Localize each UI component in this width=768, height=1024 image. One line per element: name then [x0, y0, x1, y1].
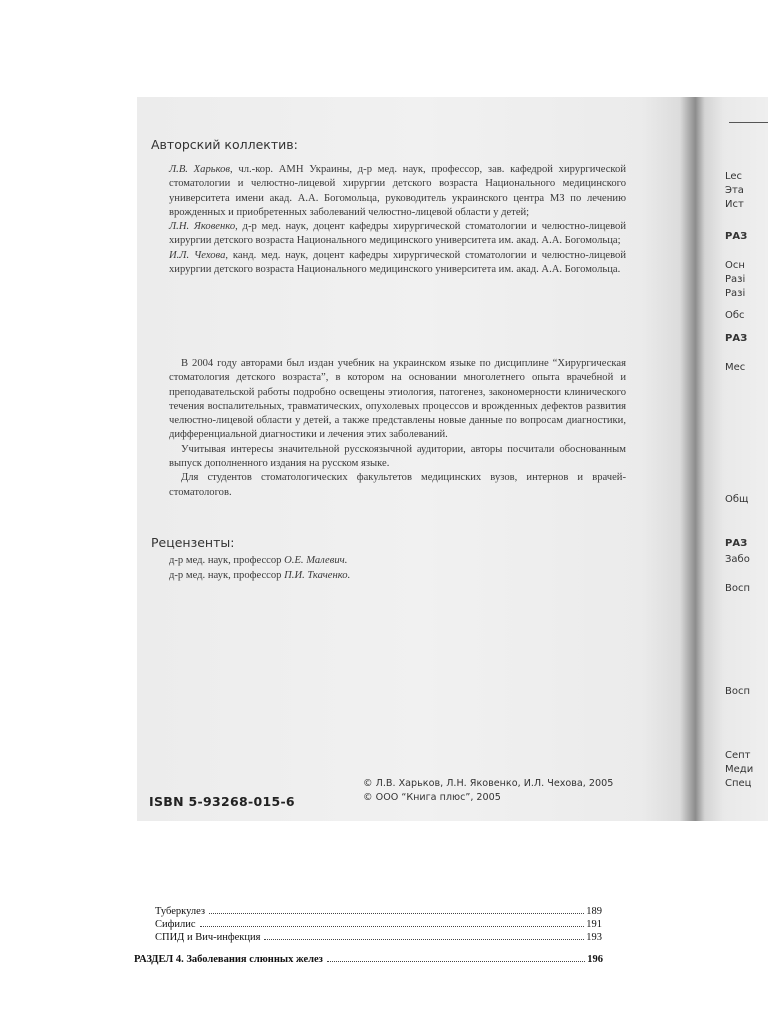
toc-section-row — [134, 954, 603, 965]
toc-page-number: 196 — [587, 954, 603, 965]
right-page-line: Обс — [725, 310, 745, 321]
reviewer-entry — [169, 553, 350, 568]
author-entry — [169, 163, 626, 220]
author-name: Л.Н. Яковенко — [169, 221, 236, 233]
toc-title: Сифилис — [155, 919, 196, 930]
right-page-line: Общ — [725, 494, 749, 505]
reviewer-name: О.Е. Малевич. — [284, 555, 348, 566]
toc-leader-dots — [209, 913, 584, 914]
right-page-line: Ист — [725, 199, 744, 210]
toc-title: СПИД и Вич-инфекция — [155, 932, 261, 943]
author-entry — [169, 220, 626, 249]
reviewers-list — [169, 553, 350, 583]
right-page-line: Спец — [725, 778, 752, 789]
toc-page-number: 189 — [586, 906, 602, 917]
right-page-line: Разі — [725, 274, 746, 285]
toc-title: РАЗДЕЛ 4. Заболевания слюнных желез — [134, 954, 323, 965]
author-name: И.Л. Чехова — [169, 249, 226, 261]
right-page-line: РАЗ — [725, 538, 748, 549]
right-page-line: Осн — [725, 260, 745, 271]
authors-list — [169, 163, 626, 277]
author-entry — [169, 249, 626, 278]
toc-leader-dots — [327, 961, 585, 962]
reviewer-entry — [169, 568, 350, 583]
description-paragraph: Для студентов стоматологических факультетов медицинских вузов, интернов и врачей-стоматологов. — [169, 472, 626, 498]
isbn: ISBN 5-93268-015-6 — [149, 794, 295, 809]
right-page-line: Восп — [725, 686, 751, 697]
reviewer-title: д-р мед. наук, профессор — [169, 570, 285, 581]
reviewers-heading: Рецензенты: — [151, 535, 235, 550]
toc-title: Туберкулез — [155, 906, 206, 917]
right-page-line: Разі — [725, 288, 746, 299]
toc-row — [155, 919, 602, 930]
description-paragraph: Учитывая интересы значительной русскоязычной аудитории, авторы посчитали обоснованным выпуск дополненного издания на русском языке. — [169, 443, 626, 470]
right-page-line: Меди — [725, 764, 754, 775]
reviewer-title: д-р мед. наук, профессор — [169, 555, 285, 566]
toc-row — [155, 932, 602, 943]
right-page-line: РАЗ — [725, 333, 748, 344]
scanned-page-spread — [137, 97, 768, 821]
copyright-notice — [363, 777, 613, 805]
right-page-line: Восп — [725, 583, 751, 594]
copyright-line: © Л.В. Харьков, Л.Н. Яковенко, И.Л. Чехова, 2005 — [363, 778, 614, 789]
description-paragraph: В 2004 году авторами был издан учебник на украинском языке по дисциплине “Хирургическая стоматология детского возраста”, в котором на основании многолетнего опыта врачебной и преподавательской работы подробно освещены этиология, патогенез, закономерности клинического течения воспалительных, травматических, опухолевых процессов и врожденных дефектов развития челюстно-лицевой области у детей, а также представлены новые данные по вопросам диагностики, дифференциальной диагностики и лечения этих заболеваний. — [169, 358, 626, 441]
right-page-line: Септ — [725, 750, 751, 761]
authors-heading: Авторский коллектив: — [151, 137, 298, 152]
toc-page-number: 191 — [586, 919, 602, 930]
toc-leader-dots — [264, 939, 584, 940]
right-page-line: РАЗ — [725, 231, 748, 242]
right-page-line: Мес — [725, 362, 746, 373]
toc-page-number: 193 — [586, 932, 602, 943]
right-page-fragment — [725, 97, 768, 821]
book-description — [169, 357, 626, 500]
right-page-line: Забо — [725, 554, 750, 565]
toc-row — [155, 906, 602, 917]
toc-leader-dots — [200, 926, 585, 927]
author-name: Л.В. Харьков — [169, 164, 231, 175]
author-description: , чл.-кор. АМН Украины, д-р мед. наук, профессор, зав. кафедрой хирургической стоматологии и челюстно-лицевой хирургии детского возраста Национального медицинского университета имени акад. А.А. Богомольца, руководитель украинского центра МЗ по лечению врожденных и приобретенных заболеваний челюстно-лицевой области у детей; — [169, 164, 626, 218]
author-description: , д-р мед. наук, доцент кафедры хирургической стоматологии и челюстно-лицевой хирургии детского возраста Национального медицинского университета им. акад. А.А. Богомольца; — [169, 221, 626, 247]
right-page-line: Lec — [725, 171, 743, 182]
right-page-line: Эта — [725, 185, 744, 196]
copyright-line: © ООО “Книга плюс”, 2005 — [363, 792, 501, 803]
author-description: , канд. мед. наук, доцент кафедры хирургической стоматологии и челюстно-лицевой хирургии детского возраста Национального медицинского университета им. акад. А.А. Богомольца. — [169, 249, 626, 276]
reviewer-name: П.И. Ткаченко. — [284, 570, 351, 581]
